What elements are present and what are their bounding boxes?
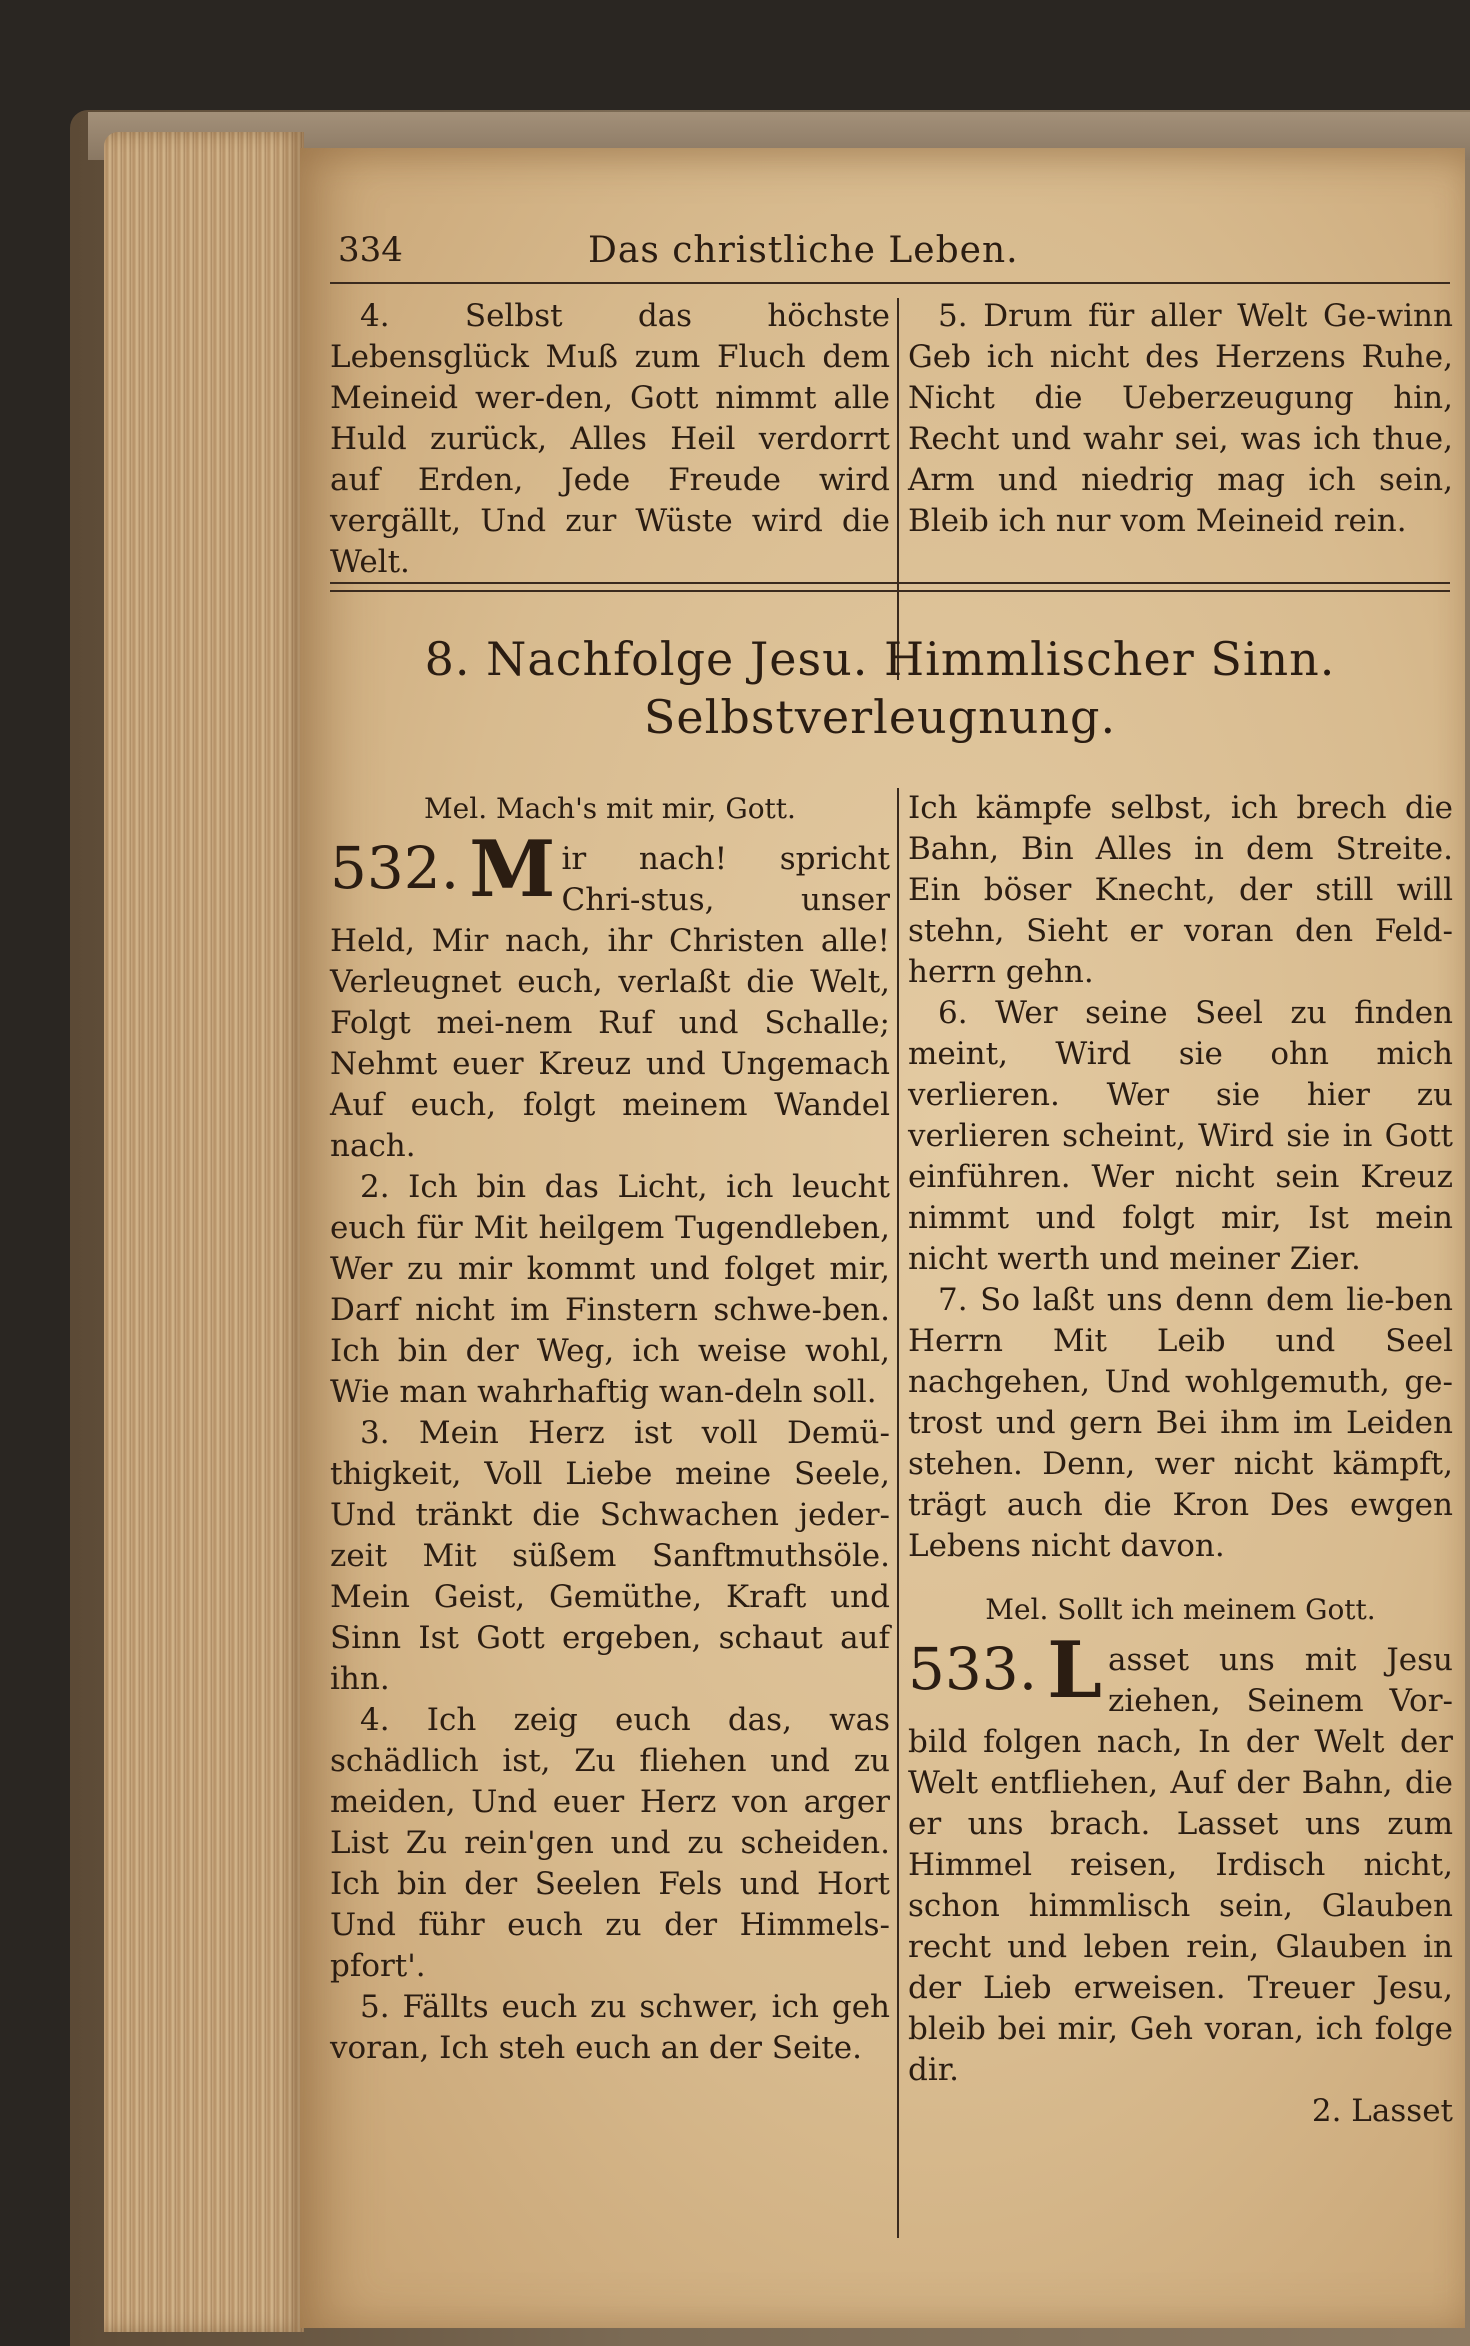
page-edges: [104, 132, 304, 2332]
hymn-532-verse-2: 2. Ich bin das Licht, ich leucht euch für Mit heilgem Tugendleben, Wer zu mir kommt und folget mir, Darf nicht im Finstern schwe-ben. Ich bin der Weg, ich weise wohl, Wie man wahrhaftig wan-deln soll.: [330, 1169, 890, 1410]
hymn-532-melody: Mel. Mach's mit mir, Gott.: [424, 792, 796, 825]
hymn-532-dropcap: M: [469, 824, 556, 915]
book-page: [300, 148, 1465, 2328]
hymn-533-number: 533.: [908, 1635, 1038, 1703]
hymn-532-verse-6: 6. Wer seine Seel zu finden meint, Wird sie ohn mich verlieren. Wer sie hier zu verlieren scheint, Wird sie in Gott einführen. Wer nicht sein Kreuz nimmt und folgt mir, Ist mein nicht werth und meiner Zier.: [908, 995, 1453, 1277]
page-number: 334: [338, 230, 403, 270]
verse-5-prev: 5. Drum für aller Welt Ge-winn Geb ich nicht des Herzens Ruhe, Nicht die Ueberzeugung hin, Recht und wahr sei, was ich thue, Arm und niedrig mag ich sein, Bleib ich nur vom Meineid rein.: [908, 298, 1453, 539]
hymn-533-dropcap: L: [1047, 1625, 1102, 1716]
verse-4-prev: 4. Selbst das höchste Lebensglück Muß zum Fluch dem Meineid wer-den, Gott nimmt alle Huld zurück, Alles Heil verdorrt auf Erden, Jede Freude wird vergällt, Und zur Wüste wird die Welt.: [330, 298, 890, 580]
hymn-532-verse-1-text: ir nach! spricht Chri-stus, unser Held, Mir nach, ihr Christen alle! Verleugnet euch, verlaßt die Welt, Folgt mei-nem Ruf und Schalle; Nehmt euer Kreuz und Ungemach Auf euch, folgt meinem Wandel nach.: [330, 841, 890, 1164]
section-title-line2: Selbstverleugnung.: [643, 690, 1117, 744]
hymn-532-verse-5-cont: Ich kämpfe selbst, ich brech die Bahn, Bin Alles in dem Streite. Ein böser Knecht, der still will stehn, Sieht er voran den Feld-herrn gehn.: [908, 790, 1453, 990]
hymn-532-verse-1: [330, 824, 890, 1167]
top-right-column: [908, 296, 1453, 542]
hymn-532-verse-5-start: 5. Fällts euch zu schwer, ich geh voran, Ich steh euch an der Seite.: [330, 1989, 890, 2066]
right-column: [908, 788, 1453, 2132]
hymn-532-number: 532.: [330, 834, 460, 902]
hymn-533-melody: Mel. Sollt ich meinem Gott.: [985, 1593, 1376, 1626]
top-left-column: [330, 296, 890, 583]
hymn-532-verse-4: 4. Ich zeig euch das, was schädlich ist, Zu fliehen und zu meiden, Und euer Herz von arger List Zu rein'gen und zu scheiden. Ich bin der Seelen Fels und Hort Und führ euch zu der Himmels-pfort'.: [330, 1702, 890, 1984]
hymn-533-verse-1-text: asset uns mit Jesu ziehen, Seinem Vor-bild folgen nach, In der Welt der Welt entfliehen, Auf der Bahn, die er uns brach. Lasset uns zum Himmel reisen, Irdisch nicht, schon himmlisch sein, Glauben recht und leben rein, Glauben in der Lieb erweisen. Treuer Jesu, bleib bei mir, Geh voran, ich folge dir.: [908, 1642, 1453, 2088]
section-rule-bottom: [330, 590, 1450, 592]
top-column-divider: [897, 298, 899, 680]
section-rule-top: [330, 582, 1450, 584]
hymn-532-verse-7: 7. So laßt uns denn dem lie-ben Herrn Mit Leib und Seel nachgehen, Und wohlgemuth, ge-trost und gern Bei ihm im Leiden stehen. Denn, wer nicht kämpft, trägt auch die Kron Des ewgen Lebens nicht davon.: [908, 1282, 1453, 1564]
catchword: 2. Lasset: [1311, 2093, 1453, 2129]
running-title: Das christliche Leben.: [588, 230, 1019, 271]
hymn-532-verse-3: 3. Mein Herz ist voll Demü-thigkeit, Voll Liebe meine Seele, Und tränkt die Schwachen jeder-zeit Mit süßem Sanftmuthsöle. Mein Geist, Gemüthe, Kraft und Sinn Ist Gott ergeben, schaut auf ihn.: [330, 1415, 890, 1697]
section-title-line1: 8. Nachfolge Jesu. Himmlischer Sinn.: [424, 632, 1336, 686]
hymn-533-verse-1: [908, 1625, 1453, 2091]
left-column: [330, 788, 890, 2069]
header-rule: [330, 282, 1450, 284]
main-column-divider: [897, 788, 899, 2238]
section-title: [340, 630, 1420, 746]
running-head: [338, 230, 1418, 284]
